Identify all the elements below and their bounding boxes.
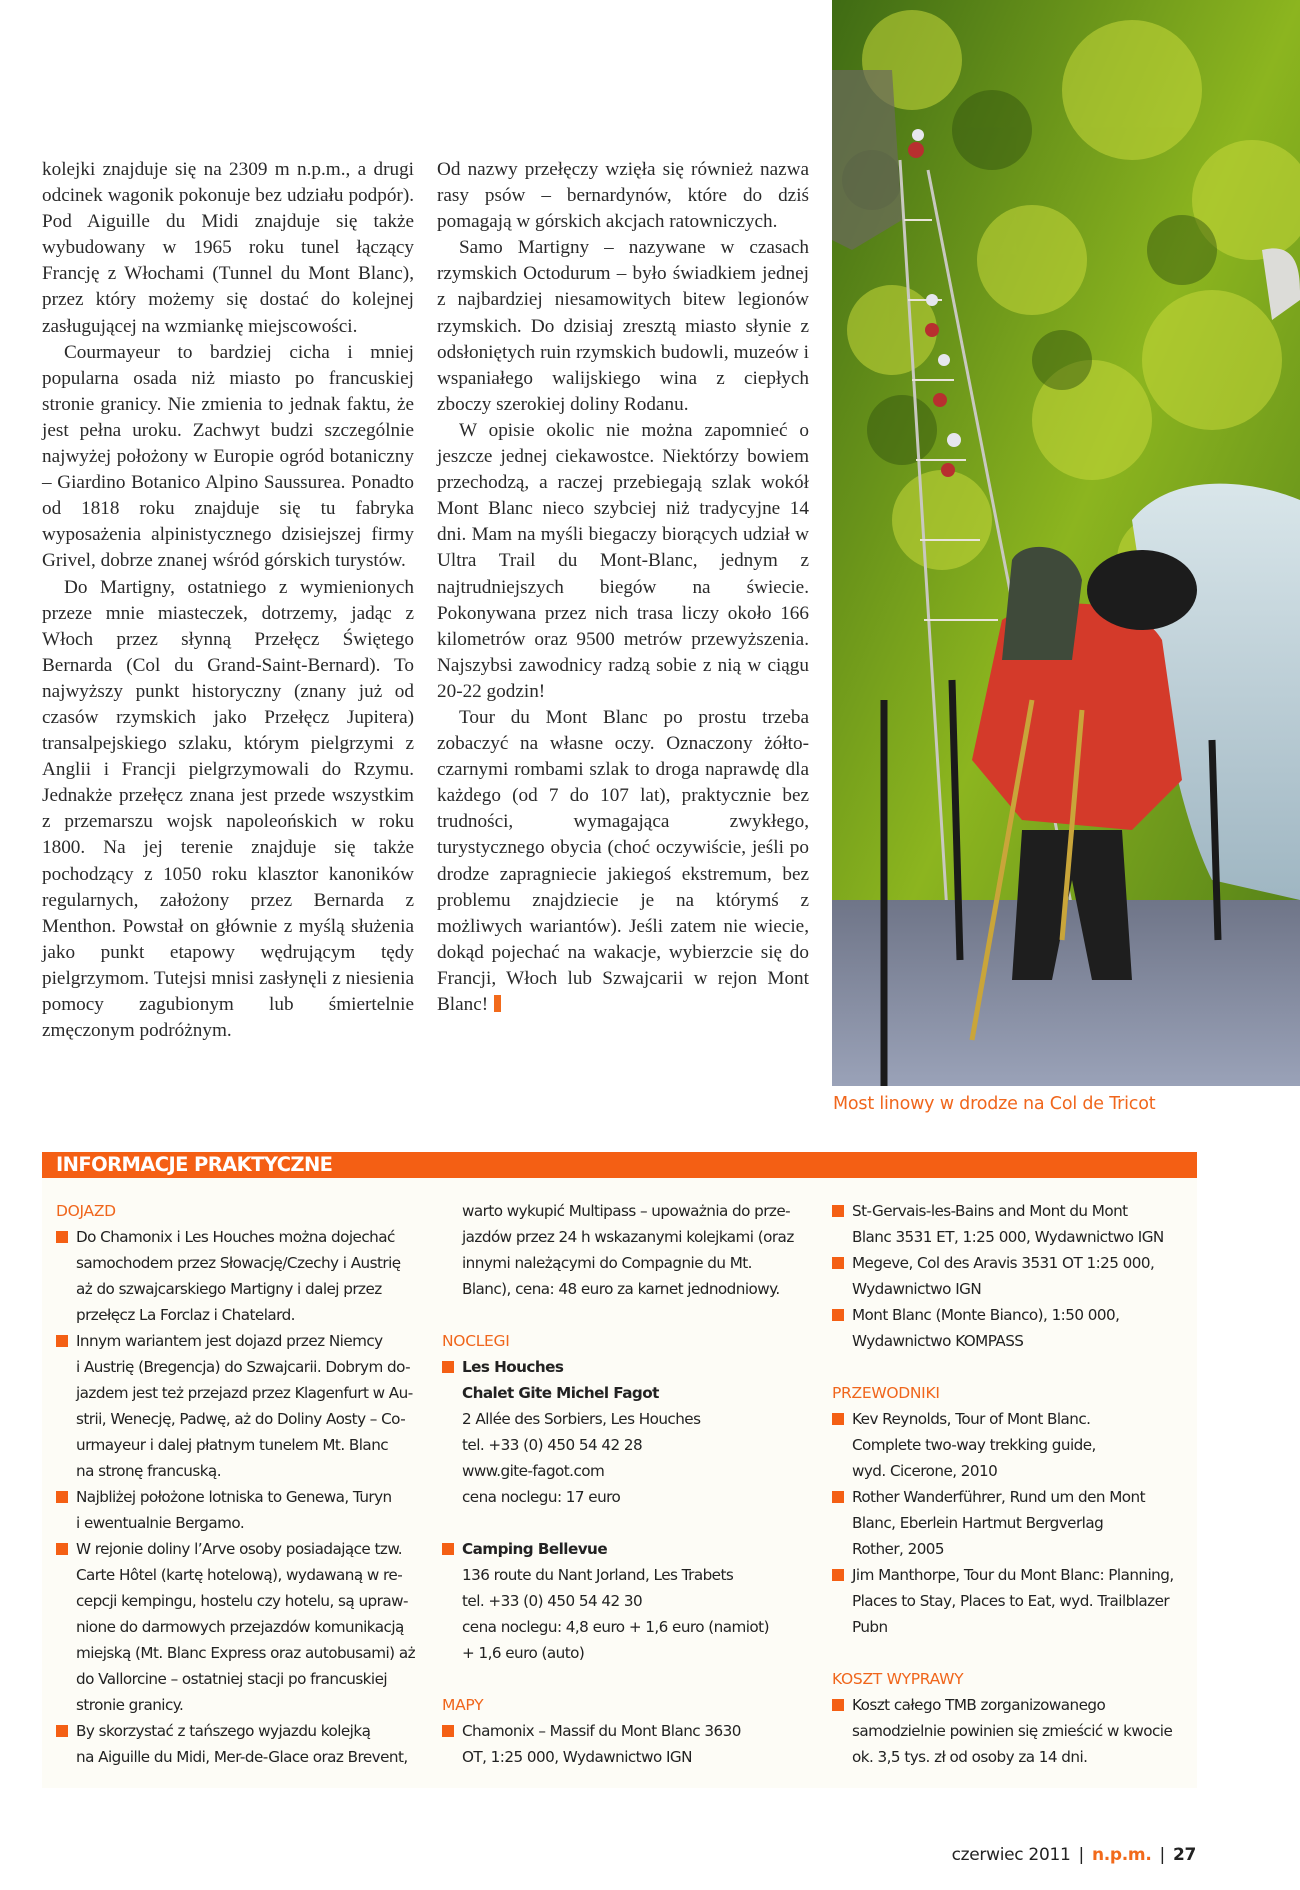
footer-separator: | — [1159, 1845, 1165, 1865]
place-phone: tel. +33 (0) 450 54 42 28 — [462, 1436, 643, 1454]
article-paragraph: W opisie okolic nie można zapomnieć o jeszcze jednej ciekawostce. Niektórzy bowiem przechodzą, a raczej przebiegają szlak wokół Mont Blanc nieco szybciej niż tradycyjne 14 dni. Mam na myśli biegaczy biorących udział w Ultra Trail du Mont-Blanc, jednym z najtrudniejszych biegów na świecie. Pokonywana przez nich trasa liczy około 166 kilometrów oraz 9500 metrów przewyższenia. Najszybsi zawodnicy radzą sobie z nią w ciągu 20-22 godzin! — [437, 419, 809, 702]
article-paragraph-last — [437, 705, 809, 1018]
item-line: Mont Blanc (Monte Bianco), 1:50 000, — [852, 1306, 1120, 1324]
item-line: urmayeur i dalej płatnym tunelem Mt. Blanc — [76, 1436, 389, 1454]
item-line: strii, Wenecję, Padwę, aż do Doliny Aosty – Co- — [76, 1410, 406, 1428]
page-footer — [952, 1845, 1196, 1865]
list-item — [832, 1562, 1187, 1640]
list-item — [832, 1692, 1187, 1770]
end-of-article-mark — [494, 995, 501, 1012]
place-price: cena noclegu: 4,8 euro + 1,6 euro (namiot) — [462, 1618, 769, 1636]
item-line: aż do szwajcarskiego Martigny i dalej przez — [76, 1280, 382, 1298]
list-item — [832, 1250, 1187, 1302]
list-item — [56, 1536, 426, 1718]
section-heading-noclegi: NOCLEGI — [442, 1332, 510, 1350]
item-line: Pubn — [852, 1618, 888, 1636]
article-paragraph: Samo Martigny – nazywane w czasach rzymskich Octodurum – było świadkiem jednej z najbardziej niesamowitych bitew legionów rzymskich. Do dzisiaj zresztą miasto słynie z odsłoniętych ruin rzymskich budowli, muzeów i wspaniałego walijskiego wina z ciepłych zboczy szerokiej doliny Rodanu. — [437, 237, 809, 415]
item-line: Do Chamonix i Les Houches można dojechać — [76, 1228, 395, 1246]
list-item — [442, 1718, 822, 1770]
list-item — [56, 1718, 426, 1770]
item-line: i ewentualnie Bergamo. — [76, 1514, 245, 1532]
item-line: Blanc), cena: 48 euro za karnet jednodniowy. — [462, 1280, 780, 1298]
item-line: jazdem jest też przejazd przez Klagenfurt w Au- — [76, 1384, 413, 1402]
photo-suspension-bridge — [832, 0, 1300, 1086]
article-paragraph: Od nazwy przełęczy wzięła się również nazwa rasy psów – bernardynów, które do dziś pomagają w górskich akcjach ratowniczych. — [437, 159, 809, 233]
item-line: na Aiguille du Midi, Mer-de-Glace oraz Brevent, — [76, 1748, 408, 1766]
place-address: 136 route du Nant Jorland, Les Trabets — [462, 1566, 734, 1584]
item-line: Rother Wanderführer, Rund um den Mont — [852, 1488, 1146, 1506]
item-line: innymi należącymi do Compagnie du Mt. — [462, 1254, 752, 1272]
item-line: Places to Stay, Places to Eat, wyd. Trailblazer — [852, 1592, 1170, 1610]
item-line: By skorzystać z tańszego wyjazdu kolejką — [76, 1722, 371, 1740]
article-paragraph: Do Martigny, ostatniego z wymienionych przeze mnie miasteczek, dotrzemy, jadąc z Włoch przez słynną Przełęcz Świętego Bernarda (Col du Grand-Saint-Bernard). To najwyższy punkt historyczny (znany już od czasów rzymskich jako Przełęcz Jupitera) transalpejskiego szlaku, którym pielgrzymi z Anglii i Francji pielgrzymowali do Rzymu. Jednakże przełęcz znana jest przede wszystkim z przemarszu wojsk napoleońskich w roku 1800. Na jej terenie znajduje się także pochodzący z 1050 roku klasztor kanoników regularnych, założony przez Bernarda z Menthon. Powstał on głównie z myślą służenia jako punkt etapowy wędrującym tędy pielgrzymom. Tutejsi mnisi zasłynęli z niesienia pomocy zagubionym lub śmiertelnie zmęczonym podróżnym. — [42, 576, 414, 1042]
item-line: Blanc 3531 ET, 1:25 000, Wydawnictwo IGN — [852, 1228, 1164, 1246]
item-line: Carte Hôtel (kartę hotelową), wydawaną w re- — [76, 1566, 403, 1584]
article-paragraph-text: Tour du Mont Blanc po prostu trzeba zobaczyć na własne oczy. Oznaczony żółto-czarnymi rombami szlak to droga naprawdę dla każdego (od 7 do 107 lat), praktycznie bez trudności, wymagająca zwykłego, turystycznego obycia (choć oczywiście, jeśli po drodze zapragniecie jakiegoś ekstremum, bez problemu znajdziecie je na którymś z możliwych wariantów). Jeśli zatem nie wiecie, dokąd pojechać na wakacje, wybierzcie się do Francji, Włoch lub Szwajcarii w rejon Mont Blanc! — [437, 706, 809, 1015]
photo-illustration — [832, 0, 1300, 1086]
item-line: przełęcz La Forclaz i Chatelard. — [76, 1306, 295, 1324]
place-address: 2 Allée des Sorbiers, Les Houches — [462, 1410, 701, 1428]
place-price: + 1,6 euro (auto) — [462, 1644, 585, 1662]
item-line: Kev Reynolds, Tour of Mont Blanc. — [852, 1410, 1091, 1428]
place-phone: tel. +33 (0) 450 54 42 30 — [462, 1592, 643, 1610]
item-line: Najbliżej położone lotniska to Genewa, Turyn — [76, 1488, 392, 1506]
place-price: cena noclegu: 17 euro — [462, 1488, 621, 1506]
item-line: samodzielnie powinien się zmieścić w kwocie — [852, 1722, 1173, 1740]
article-column-1 — [42, 157, 414, 1044]
item-line: stronie granicy. — [76, 1696, 184, 1714]
article-column-2 — [437, 157, 809, 1018]
item-line: Rother, 2005 — [852, 1540, 945, 1558]
item-line: Jim Manthorpe, Tour du Mont Blanc: Planning, — [852, 1566, 1174, 1584]
item-line: Innym wariantem jest dojazd przez Niemcy — [76, 1332, 383, 1350]
list-item — [832, 1198, 1187, 1250]
place-website: www.gite-fagot.com — [462, 1462, 605, 1480]
item-line: jazdów przez 24 h wskazanymi kolejkami (oraz — [462, 1228, 794, 1246]
item-line: W rejonie doliny l’Arve osoby posiadające tzw. — [76, 1540, 403, 1558]
item-line: Wydawnictwo KOMPASS — [852, 1332, 1024, 1350]
item-line: na stronę francuską. — [76, 1462, 221, 1480]
footer-separator: | — [1078, 1845, 1084, 1865]
section-heading-dojazd: DOJAZD — [56, 1202, 116, 1220]
list-item — [832, 1484, 1187, 1562]
article-paragraph: Courmayeur to bardziej cicha i mniej popularna osada niż miasto po francuskiej stronie granicy. Nie zmienia to jednak faktu, że jest pełna uroku. Zachwyt budzi szczególnie najwyżej położony w Europie ogród botaniczny – Giardino Botanico Alpino Saussurea. Ponadto od 1818 roku znajduje się tu fabryka wyposażenia alpinistycznego dzisiejszej firmy Grivel, dobrze znanej wśród górskich turystów. — [42, 341, 414, 572]
item-line: miejską (Mt. Blanc Express oraz autobusami) aż — [76, 1644, 415, 1662]
photo-caption: Most linowy w drodze na Col de Tricot — [833, 1094, 1156, 1114]
info-column-1 — [56, 1198, 426, 1770]
list-item — [56, 1484, 426, 1536]
item-line: nione do darmowych przejazdów komunikacją — [76, 1618, 404, 1636]
info-title: INFORMACJE PRAKTYCZNE — [56, 1153, 333, 1176]
item-line: Complete two-way trekking guide, — [852, 1436, 1096, 1454]
practical-info-box — [42, 1152, 1197, 1788]
section-heading-mapy: MAPY — [442, 1696, 484, 1714]
item-line: wyd. Cicerone, 2010 — [852, 1462, 998, 1480]
section-heading-koszt: KOSZT WYPRAWY — [832, 1670, 964, 1688]
item-line: Megeve, Col des Aravis 3531 OT 1:25 000, — [852, 1254, 1155, 1272]
info-column-2 — [442, 1198, 822, 1770]
item-line: St-Gervais-les-Bains and Mont du Mont — [852, 1202, 1128, 1220]
item-line: Blanc, Eberlein Hartmut Bergverlag — [852, 1514, 1104, 1532]
place-title: Camping Bellevue — [462, 1540, 608, 1558]
item-line: ok. 3,5 tys. zł od osoby za 14 dni. — [852, 1748, 1088, 1766]
list-item — [56, 1328, 426, 1484]
item-line: warto wykupić Multipass – upoważnia do prze- — [462, 1202, 791, 1220]
info-header-bar — [42, 1152, 1197, 1178]
section-heading-przewodniki: PRZEWODNIKI — [832, 1384, 940, 1402]
article-paragraph: kolejki znajduje się na 2309 m n.p.m., a drugi odcinek wagonik pokonuje bez udziału podpór). Pod Aiguille du Midi znajduje się także wybudowany w 1965 roku tunel łączący Francję z Włochami (Tunnel du Mont Blanc), przez który możemy się dostać do kolejnej zasługującej na wzmiankę miejscowości. — [42, 159, 414, 337]
item-line: cepcji kempingu, hostelu czy hotelu, są upraw- — [76, 1592, 408, 1610]
list-item — [832, 1302, 1187, 1354]
list-item-accommodation — [442, 1354, 822, 1510]
magazine-brand: n.p.m. — [1091, 1845, 1152, 1865]
list-item-accommodation — [442, 1536, 822, 1666]
issue-date: czerwiec 2011 — [951, 1845, 1071, 1865]
item-line: do Vallorcine – ostatniej stacji po francuskiej — [76, 1670, 388, 1688]
item-line: Chamonix – Massif du Mont Blanc 3630 — [462, 1722, 741, 1740]
item-line: OT, 1:25 000, Wydawnictwo IGN — [462, 1748, 692, 1766]
place-title: Les Houches — [462, 1358, 564, 1376]
item-line: Wydawnictwo IGN — [852, 1280, 982, 1298]
item-line: i Austrię (Bregencja) do Szwajcarii. Dobrym do- — [76, 1358, 411, 1376]
list-item — [832, 1406, 1187, 1484]
place-name: Chalet Gite Michel Fagot — [462, 1384, 659, 1402]
page-number: 27 — [1172, 1845, 1196, 1865]
info-column-3 — [832, 1198, 1187, 1770]
list-item-continuation — [442, 1198, 822, 1302]
item-line: samochodem przez Słowację/Czechy i Austrię — [76, 1254, 401, 1272]
list-item — [56, 1224, 426, 1328]
item-line: Koszt całego TMB zorganizowanego — [852, 1696, 1106, 1714]
